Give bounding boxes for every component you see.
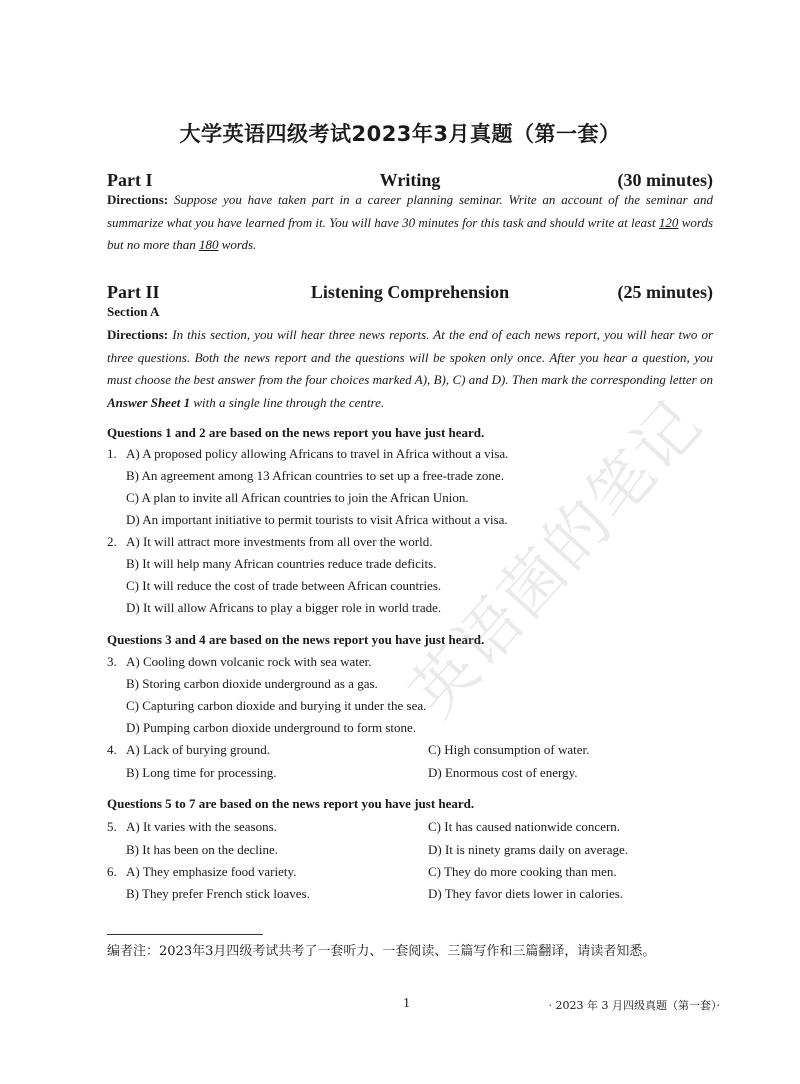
option-text: A) It will attract more investments from all over the world. [126, 534, 433, 549]
option-text: D) They favor diets lower in calories. [428, 886, 624, 901]
directions-text: with a single line through the centre. [190, 394, 385, 410]
directions-text: words but no more than [107, 214, 713, 252]
option-text: C) It will reduce the cost of trade between African countries. [126, 578, 442, 593]
question-number: 2. [107, 534, 117, 549]
option-text: A) A proposed policy allowing Africans to travel in Africa without a visa. [126, 446, 509, 461]
directions-label: Directions: [107, 192, 169, 207]
part2-directions [107, 324, 713, 414]
directions-label: Directions: [107, 327, 169, 342]
answer-sheet-ref: Answer Sheet 1 [107, 394, 191, 410]
option-text: B) It has been on the decline. [126, 842, 278, 857]
min-words: 120 [658, 214, 679, 230]
part1-directions [107, 189, 713, 257]
option-text: B) It will help many African countries reduce trade deficits. [126, 556, 437, 571]
option-text: C) Capturing carbon dioxide and burying it under the sea. [126, 698, 427, 713]
part1-label: Part I [107, 170, 153, 190]
option-text: C) High consumption of water. [428, 742, 590, 757]
directions-text: words. [218, 237, 257, 252]
option-text: D) It will allow Africans to play a bigger role in world trade. [126, 600, 442, 615]
editor-note: 编者注：2023年3月四级考试共考了一套听力、一套阅读、三篇写作和三篇翻译，请读者知悉。 [107, 944, 656, 959]
option-text: C) They do more cooking than men. [428, 864, 617, 879]
part2-header [107, 282, 713, 306]
question-number: 3. [107, 654, 117, 669]
option-text: D) An important initiative to permit tourists to visit Africa without a visa. [126, 512, 508, 527]
question-group-heading: Questions 5 to 7 are based on the news report you have just heard. [107, 796, 475, 811]
section-label: Section A [107, 304, 160, 319]
option-text: D) It is ninety grams daily on average. [428, 842, 628, 857]
part1-time: (30 minutes) [617, 170, 713, 190]
option-text: D) Enormous cost of energy. [428, 765, 578, 780]
question-group-heading: Questions 3 and 4 are based on the news report you have just heard. [107, 632, 485, 647]
option-text: D) Pumping carbon dioxide underground to form stone. [126, 720, 417, 735]
option-text: C) It has caused nationwide concern. [428, 819, 621, 834]
page-number: 1 [403, 996, 410, 1011]
question-number: 5. [107, 819, 117, 834]
option-text: A) Lack of burying ground. [126, 742, 271, 757]
option-text: A) Cooling down volcanic rock with sea water. [126, 654, 372, 669]
part2-name: Listening Comprehension [310, 282, 510, 302]
option-text: B) They prefer French stick loaves. [126, 886, 310, 901]
question-number: 1. [107, 446, 117, 461]
footnote-divider [107, 934, 263, 935]
option-text: A) They emphasize food variety. [126, 864, 297, 879]
directions-text: Suppose you have taken part in a career planning seminar. Write an account of the seminar and summarize what you have learned from it. You will have 30 minutes for this task and should write at least [107, 192, 714, 230]
option-text: B) Long time for processing. [126, 765, 277, 780]
option-text: C) A plan to invite all African countries to join the African Union. [126, 490, 469, 505]
page-title: 大学英语四级考试2023年3月真题（第一套） [179, 122, 621, 146]
question-group-heading: Questions 1 and 2 are based on the news report you have just heard. [107, 425, 485, 440]
question-number: 6. [107, 864, 117, 879]
option-text: B) Storing carbon dioxide underground as a gas. [126, 676, 378, 691]
directions-text: In this section, you will hear three news reports. At the end of each news report, you will hear two or three questions. Both the news report and the questions will be spoken only once. After you hear a question, you must choose the best answer from the four choices marked A), B), C) and D). Then mark the corresponding letter on [107, 327, 714, 387]
running-header: · 2023 年 3 月四级真题（第一套）· [548, 999, 720, 1012]
option-text: A) It varies with the seasons. [126, 819, 277, 834]
part2-time: (25 minutes) [617, 282, 713, 302]
option-text: B) An agreement among 13 African countries to set up a free-trade zone. [126, 468, 504, 483]
part1-name: Writing [379, 170, 441, 190]
max-words: 180 [198, 237, 219, 252]
question-number: 4. [107, 742, 117, 757]
part2-label: Part II [107, 282, 160, 302]
watermark: 英语菌的笔记 [396, 387, 717, 731]
